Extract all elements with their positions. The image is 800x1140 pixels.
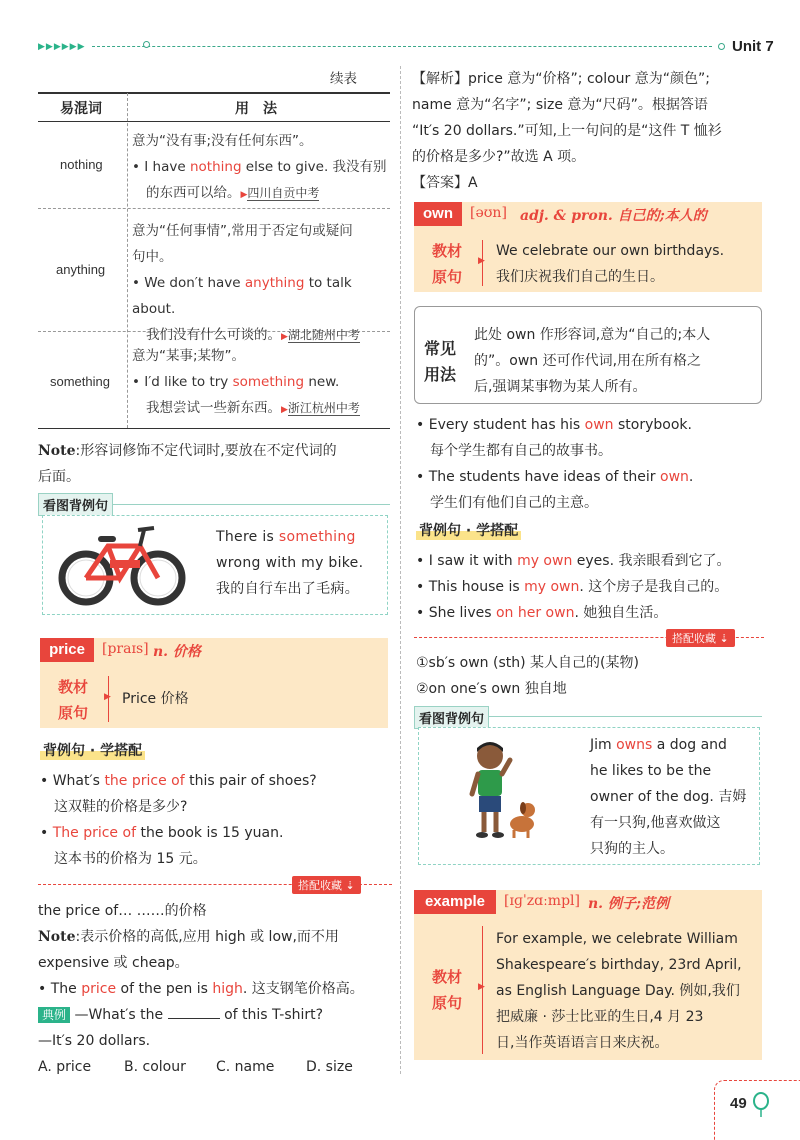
table-header-usage: 用 法: [235, 101, 277, 117]
option-b: B. colour: [124, 1059, 186, 1075]
header-arrows: ▶▶▶▶▶▶: [38, 42, 86, 52]
section-title: 背例句 · 学搭配: [416, 520, 521, 540]
img-sentence-text: There is something wrong with my bike. 我的自行车出了毛病。: [216, 529, 364, 597]
source-label: 湖北随州中考: [287, 328, 360, 342]
vocab-word: example: [414, 890, 496, 914]
source-label: 浙江杭州中考: [287, 401, 360, 415]
source-label: 四川自贡中考: [247, 186, 320, 200]
answer-blank: [168, 1018, 220, 1019]
collect-tag: 搭配收藏 ⇣: [292, 876, 361, 894]
option-a: A. price: [38, 1059, 92, 1075]
table-row-word: something: [50, 374, 110, 389]
usage-label: 常见 用法: [424, 339, 457, 384]
table-row-usage: 意为“任何事情”,常用于否定句或疑问 句中。 • We don′t have anything to talk about. 我们没有什么可谈的。▶湖北随州中考: [132, 218, 388, 350]
section-title: 背例句 · 学搭配: [40, 740, 145, 760]
pointer-triangle-icon: ▶: [478, 256, 485, 266]
table-row-usage: 意为“某事;某物”。 • I′d like to try something new. 我想尝试一些新东西。▶浙江杭州中考: [132, 343, 388, 423]
page-number: 49: [730, 1095, 747, 1112]
table-header-rule: [38, 121, 390, 122]
header-ring: [718, 43, 725, 50]
usage-text: 此处 own 作形容词,意为“自己的;本人 的”。own 还可作代词,用在所有格之 后,强调某事物为某人所有。: [474, 327, 711, 395]
textbook-sentence: For example, we celebrate William Shakespeare′s birthday, 23rd April, as English Language Day. 例如,我们 把威廉 · 莎士比亚的生日,4 月 23 日,当作英语语言日来庆祝。: [496, 931, 742, 1051]
img-sentence-label: 看图背例句: [38, 493, 113, 516]
example-sentence: • I′d like to try something new.: [132, 369, 388, 395]
own-collocation-list: ①sb′s own (sth) 某人自己的(某物) ②on one′s own 独自地: [416, 655, 639, 697]
unit-title: Unit 7: [732, 38, 774, 55]
textbook-label: 教材 原句: [432, 968, 463, 1012]
question: 典例 —What′s the of this T-shirt? —It′s 20 dollars.: [38, 1007, 324, 1049]
table-top-rule: [38, 92, 390, 94]
table-bottom-rule: [38, 428, 390, 429]
vocab-phonetic: [ɪɡˈzɑːmpl]: [504, 893, 580, 909]
answer: 【答案】A: [412, 175, 478, 191]
example-sentence: • I have nothing else to give. 我没有别: [132, 154, 388, 180]
option-d: D. size: [306, 1059, 353, 1075]
table-header-word: 易混词: [60, 101, 102, 117]
balloon-icon: [752, 1092, 770, 1118]
table-column-divider: [127, 93, 128, 428]
own-collocation-examples: • I saw it with my own eyes. 我亲眼看到它了。 • This house is my own. 这个房子是我自己的。 • She lives on her own. 她独自生活。: [416, 548, 768, 626]
price-collocation: the price of… ……的价格: [38, 903, 207, 919]
vocab-pos: adj. & pron. 自己的;本人的: [520, 208, 707, 224]
option-c: C. name: [216, 1059, 275, 1075]
img-sentence-text: Jim owns a dog and he likes to be the owner of the dog. 吉姆 有一只狗,他喜欢做这 只狗的主人。: [590, 737, 747, 857]
header-ring: [143, 41, 150, 48]
header-rule: [92, 46, 712, 47]
table-row-word: anything: [56, 262, 106, 277]
source-triangle-icon: ▶: [240, 190, 248, 200]
textbook-sentence: We celebrate our own birthdays. 我们庆祝我们自己的生日。: [496, 243, 725, 285]
table-row-word: nothing: [60, 157, 103, 172]
vocab-pos: n. 例子;范例: [588, 896, 670, 912]
note-1: Note:形容词修饰不定代词时,要放在不定代词的 后面。: [38, 443, 337, 485]
column-divider: [400, 66, 401, 1074]
textbook-label: 教材 原句: [58, 678, 89, 722]
img-sentence-label: 看图背例句: [414, 706, 489, 729]
vocab-phonetic: [praɪs]: [102, 641, 149, 657]
table-row-divider: [38, 208, 390, 209]
table-continued: 续表: [330, 71, 357, 87]
example-tag: 典例: [38, 1007, 70, 1023]
bicycle-icon: [58, 520, 188, 606]
source-triangle-icon: ▶: [281, 332, 288, 342]
note-2: Note:表示价格的高低,应用 high 或 low,而不用 expensive 或 cheap。 • The price of the pen is high. 这支钢笔价格高。: [38, 924, 392, 1002]
example-sentence: • We don′t have anything to talk about.: [132, 270, 388, 322]
textbook-label: 教材 原句: [432, 242, 463, 286]
boy-with-dog-icon: [462, 738, 542, 842]
table-row-usage: 意为“没有事;没有任何东西”。 • I have nothing else to give. 我没有别 的东西可以给。▶四川自贡中考: [132, 128, 388, 208]
vocab-phonetic: [əʊn]: [470, 205, 507, 221]
price-examples: • What′s the price of this pair of shoes? 这双鞋的价格是多少? • The price of the book is 15 yuan. 这本书的价格为 15 元。: [40, 768, 392, 872]
collect-tag: 搭配收藏 ⇣: [666, 629, 735, 647]
analysis: 【解析】price 意为“价格”; colour 意为“颜色”; name 意为“名字”; size 意为“尺码”。根据答语 “It′s 20 dollars.”可知,上一句问的是“这件 T 恤衫 的价格是多少?”故选 A 项。 【答案】A: [412, 66, 768, 196]
vocab-word: price: [40, 638, 94, 662]
vocab-word: own: [414, 202, 462, 226]
own-examples: • Every student has his own storybook. 每个学生都有自己的故事书。 • The students have ideas of their own. 学生们有他们自己的主意。: [416, 412, 768, 516]
vocab-pos: n. 价格: [153, 644, 201, 660]
source-triangle-icon: ▶: [281, 405, 288, 415]
pointer-triangle-icon: ▶: [478, 982, 485, 992]
textbook-sentence: Price 价格: [122, 691, 189, 707]
pointer-triangle-icon: ▶: [104, 692, 111, 702]
